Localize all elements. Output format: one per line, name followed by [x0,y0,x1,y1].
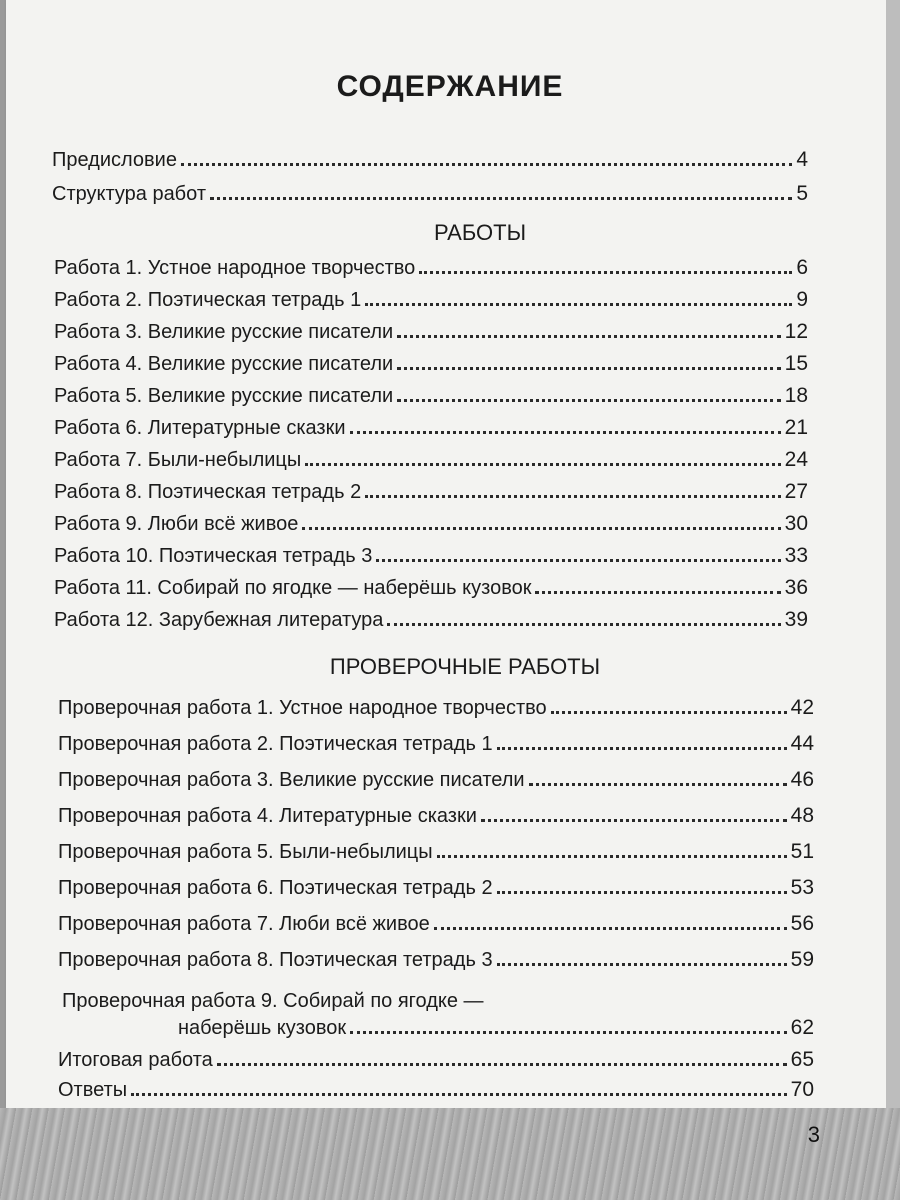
toc-entry-page: 44 [790,732,814,755]
toc-entry-label: Проверочная работа 2. Поэтическая тетрадь 1 [58,733,493,755]
toc-entry-page: 53 [790,876,814,899]
toc-entry [54,608,808,632]
leader-dots [131,1092,787,1096]
toc-entry [58,876,814,900]
toc-entry-label: Проверочная работа 5. Были-небылицы [58,841,433,863]
toc-entry [54,448,808,472]
toc-entry-label-line1: Проверочная работа 9. Собирай по ягодке — [62,990,484,1012]
leader-dots [217,1062,787,1066]
leader-dots [387,622,780,626]
leader-dots [365,302,792,306]
leader-dots [437,854,787,858]
leader-dots [181,162,792,166]
toc-entry [54,384,808,408]
toc-entry-label: Ответы [58,1079,128,1101]
toc-entry [58,732,814,756]
toc-entry-label: Проверочная работа 8. Поэтическая тетрадь 3 [58,949,493,971]
toc-entry-page: 27 [784,480,808,503]
toc-entry-page: 36 [784,576,808,599]
leader-dots [481,818,787,822]
toc-entry [52,182,808,206]
toc-entry-label: Работа 11. Собирай по ягодке — наберёшь кузовок [54,577,532,599]
toc-entry [54,320,808,344]
toc-entry [58,696,814,720]
toc-entry [178,1016,814,1040]
toc-entry [54,480,808,504]
leader-dots [434,926,787,930]
leader-dots [551,710,787,714]
toc-entry-page: 5 [796,182,808,205]
page-bottom-edge [0,1108,900,1200]
toc-entry-page: 12 [784,320,808,343]
leader-dots [397,398,780,402]
toc-entry-label: Работа 5. Великие русские писатели [54,385,394,407]
toc-entry-label: Проверочная работа 3. Великие русские писатели [58,769,525,791]
toc-entry-label: Работа 8. Поэтическая тетрадь 2 [54,481,362,503]
toc-entry [58,1078,814,1102]
leader-dots [419,270,792,274]
leader-dots [397,366,780,370]
toc-entry-page: 6 [796,256,808,279]
toc-entry-page: 21 [784,416,808,439]
toc-entry [54,352,808,376]
toc-entry-label: Работа 6. Литературные сказки [54,417,346,439]
toc-entry-page: 70 [790,1078,814,1101]
toc-entry-label: Работа 7. Были-небылицы [54,449,302,471]
toc-entry [54,512,808,536]
section-heading-works: РАБОТЫ [433,220,527,245]
toc-entry-page: 59 [790,948,814,971]
toc-entry-label: Проверочная работа 1. Устное народное творчество [58,697,547,719]
toc-entry-page: 30 [784,512,808,535]
toc-entry-label: Работа 4. Великие русские писатели [54,353,394,375]
leader-dots [302,526,780,530]
toc-entry-label: Работа 12. Зарубежная литература [54,609,384,631]
toc-entry-page: 33 [784,544,808,567]
toc-entry [58,840,814,864]
toc-entry-label-line2: наберёшь кузовок [178,1017,347,1039]
toc-entry [58,768,814,792]
leader-dots [350,430,781,434]
toc-entry-page: 9 [796,288,808,311]
toc-entry-label: Работа 10. Поэтическая тетрадь 3 [54,545,373,567]
leader-dots [497,890,787,894]
toc-entry-label: Структура работ [52,183,206,205]
leader-dots [365,494,780,498]
toc-entry-label: Работа 3. Великие русские писатели [54,321,394,343]
toc-entry-page: 48 [790,804,814,827]
toc-entry [54,576,808,600]
toc-entry-page: 51 [790,840,814,863]
toc-entry-label: Итоговая работа [58,1049,213,1071]
section-heading-tests: ПРОВЕРОЧНЫЕ РАБОТЫ [329,654,601,679]
page-number: 3 [807,1122,820,1147]
leader-dots [497,746,787,750]
toc-entry-label: Проверочная работа 6. Поэтическая тетрадь 2 [58,877,493,899]
leader-dots [529,782,787,786]
contents-title: СОДЕРЖАНИЕ [336,70,564,103]
leader-dots [376,558,780,562]
toc-entry-label: Работа 2. Поэтическая тетрадь 1 [54,289,362,311]
leader-dots [350,1030,787,1034]
toc-entry [58,804,814,828]
toc-entry [54,544,808,568]
leader-dots [397,334,780,338]
toc-entry [54,288,808,312]
toc-entry-label: Проверочная работа 4. Литературные сказки [58,805,477,827]
toc-entry-label: Работа 9. Люби всё живое [54,513,299,535]
toc-entry [54,416,808,440]
toc-entry-label: Проверочная работа 7. Люби всё живое [58,913,430,935]
toc-entry-label: Предисловие [52,149,177,171]
toc-entry [52,148,808,172]
toc-entry [58,912,814,936]
leader-dots [497,962,787,966]
leader-dots [535,590,780,594]
leader-dots [210,196,792,200]
toc-entry-page: 62 [790,1016,814,1039]
toc-entry-page: 42 [790,696,814,719]
toc-entry-label: Работа 1. Устное народное творчество [54,257,416,279]
toc-entry-page: 46 [790,768,814,791]
toc-entry-page: 15 [784,352,808,375]
toc-entry [58,948,814,972]
toc-entry-page: 4 [796,148,808,171]
toc-entry-page: 39 [784,608,808,631]
toc-entry [58,1048,814,1072]
page-stack-edge [886,0,900,1108]
leader-dots [305,462,780,466]
toc-entry-page: 18 [784,384,808,407]
toc-entry [54,256,808,280]
toc-entry-page: 65 [790,1048,814,1071]
toc-entry-page: 56 [790,912,814,935]
toc-entry-page: 24 [784,448,808,471]
